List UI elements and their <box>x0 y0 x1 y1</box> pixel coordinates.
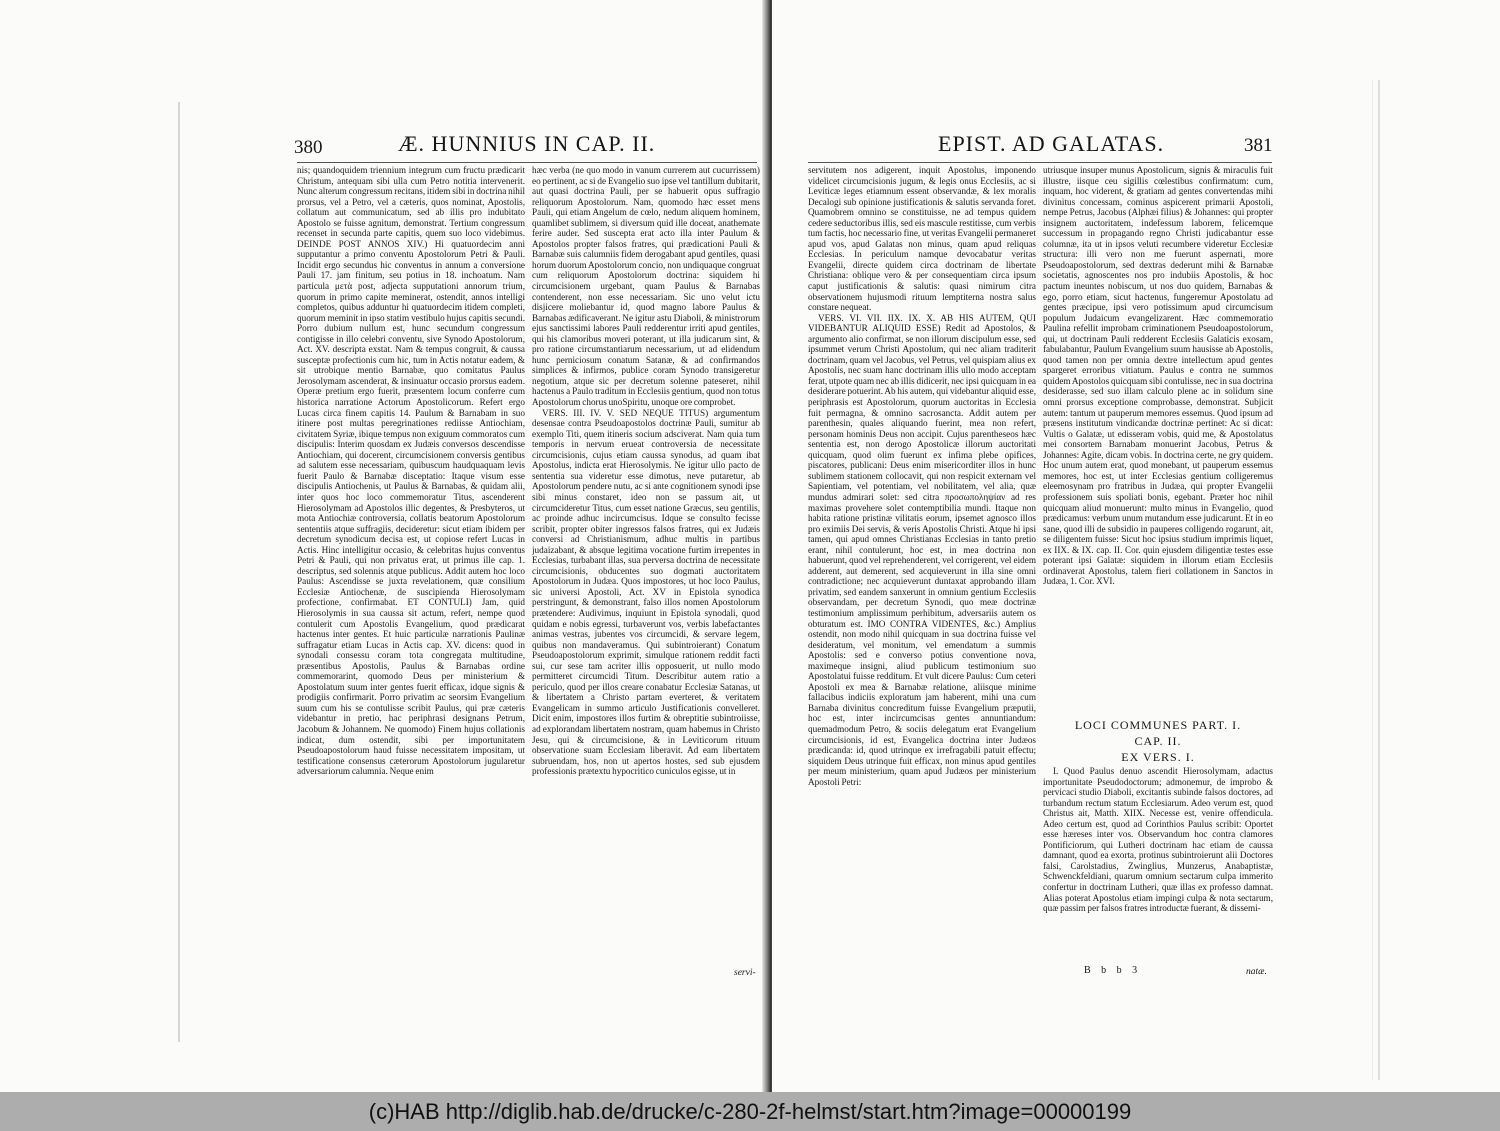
left-page-number: 380 <box>294 137 323 158</box>
section-chapter: CAP. II. <box>1134 734 1182 748</box>
source-credit: (c)HAB http://diglib.hab.de/drucke/c-280-2f-helmst/start.htm?image=00000199 <box>368 1098 1132 1124</box>
left-header-rule <box>297 162 757 163</box>
right-page-number: 381 <box>1244 135 1273 156</box>
right-running-head: EPIST. AD GALATAS. <box>938 131 1165 156</box>
section-title: LOCI COMMUNES PART. I. <box>1074 718 1242 732</box>
right-catchword: natæ. <box>1246 967 1267 977</box>
left-col1-paragraph: nis; quandoquidem triennium integrum cum fructu prædicarit Christum, antequam sibi ulla cum Petro notitia intervenerit. Nunc alterum congressum recitans, itidem sibi in doctrina nihil prorsus, vel a Petro, vel a cæteris, quos nominat, Apostolis, collatum aut communicatum, sed ab illis pro indubitato Apostolo se fuisse agnitum, demonstrat. Tertium congressum recenset in secunda parte capitis, quem suo loco videbimus. DEINDE POST ANNOS XIV.) Hi quatuordecim anni supputantur a primo conventu Apostolorum Petri & Pauli. Incidit ergo secundus hic conventus in annum a conversione Pauli 17. jam finitum, seu potius in 18. inchoatum. Nam particula μετὰ post, adjecta supputationi annorum trium, quorum in primo capite meminerat, ostendit, annos intelligi completos, quibus adduntur hi quatuordecim itidem completi, quorum meminit in ipso statim vestibulo hujus capitis secundi. Porro dubium nullum est, hunc secundum congressum contigisse in illo celebri conventu, sive Synodo Apostolorum, Act. XV. descripta exstat. Nam & tempus congruit, & caussa susceptæ profectionis cum hic, tum in Actis notatur eadem, & sit utrobique mentio Barnabæ, quo comitatus Paulus Jerosolymam ascenderat, & insinuatur occasio prorsus eadem. Operæ pretium ergo fuerit, præsentem locum conferre cum historica narratione Actorum Apostolicorum. Refert ergo Lucas circa finem capitis 14. Paulum & Barnabam in suo itinere post multas peregrinationes rediisse Antiochiam, civitatem Syriæ, ibique tempus non exiguum commoratos cum discipulis: Interim quosdam ex Judæis conversos descendisse Antiochiam, qui docerent, circumcisionem conversis gentibus ad salutem esse necessariam, quibuscum haudquaquam levis fuerit Paulo & Barnabæ disceptatio: Itaque visum esse discipulis Antiochenis, ut Paulus & Barnabas, & quidam alii, inter quos hoc loco commemoratur Titus, ascenderent Hierosolymam ad Apostolos illic degentes, & Presbyteros, ut mota Antiochiæ controversia, collatis beatorum Apostolorum sententiis atque suffragiis, decideretur: sicut etiam ibidem per decretum synodicum decisa est, ut copiose refert Lucas in Actis. Hinc intelligitur occasio, & celebritas hujus conventus Petri & Pauli, qui non privatus erat, ut primus ille cap. 1. descriptus, sed solennis atque publicus. Addit autem hoc loco Paulus: Ascendisse se juxta revelationem, quæ consilium Ecclesiæ Antiochenæ, de suscipienda Hierosolymam profectione, confirmabat. ET CONTULI) Jam, quid Hierosolymis in sua caussa sit actum, refert, nempe quod contulerit cum Apostolis Evangelium, quod prædicarat hactenus inter gentes. Et huic particulæ narrationis Paulinæ suffragatur etiam Lucas in Actis cap. XV. dicens: quod in synodali consessu coram tota congregata multitudine, præsentibus Apostolis, Paulus & Barnabas ordine commemorarint, quomodo Deus per ministerium & Apostolatum suum inter gentes fuerit efficax, idque signis & prodigiis confirmarit. Porro privatim ac seorsim Evangelium suum cum his se contulisse scribit Paulus, qui præ cæteris videbantur in pretio, hac periphrasi designans Petrum, Jacobum & Johannem. Ne quomodo) Finem hujus collationis indicat, dum ostendit, sibi per importunitatem Pseudoapostolorum haud fuisse necessitatem impositam, ut testificatione consensus cæterorum Apostolorum jugularetur adversariorum calumnia. Neque enim <box>297 165 525 777</box>
right-page <box>772 0 1500 1092</box>
right-col2-paragraph: utriusque insuper munus Apostolicum, signis & miraculis fuit illustre, iisque ceu sigillis cœlestibus confirmatum: cum, inquam, hoc viderent, & gratiam ad gentes convertendas mihi divinitus concessam, cominus aspicerent primarii Apostoli, nempe Petrus, Jacobus (Alphæi filius) & Johannes: qui propter insignem auctoritatem, indefessum laborem, felicemque successum in propagando regno Christi judicabantur esse columnæ, ita ut in ipsos veluti recumbere videretur Ecclesiæ structura: illi vero non me fuerunt aspernati, more Pseudoapostolorum, sed dextras dederunt mihi & Barnabæ societatis, agnoscentes nos pro indubiis Apostolis, & hoc pactum ineuntes nobiscum, ut nos duo quidem, Barnabas & ego, porro etiam, sicut hactenus, fungeremur Apostolatu ad gentes præcipue, ipsi vero potissimum apud circumcisum populum Judaicum evangelizarent. Hæc commemoratio Paulina refellit improbam criminationem Pseudoapostolorum, qui, ut doctrinam Pauli redderent Ecclesiis Galaticis exosam, fabulabantur, Paulum Evangelium suum hausisse ab Apostolis, quod tamen non per omnia dextre intellectum apud gentes spargeret erroribus vitiatum. Paulus e contra ne summos quidem Apostolos quicquam sibi contulisse, nec in sua doctrina desiderasse, sed suo illam calculo plene ac in solidum sine omni prorsus exceptione comprobasse, demonstrat. Subjicit autem: tantum ut pauperum memores essemus. Quod ipsum ad præsens institutum vindicandæ doctrinæ pertinet: Ac si dicat: Vultis o Galatæ, ut edisseram vobis, quid me, & Apostolatus mei consortem Barnabam monuerint Jacobus, Petrus & Johannes: Agite, dicam vobis. In doctrina certe, ne gry quidem. Hoc unum autem erat, quod monebant, ut pauperum essemus memores, hoc est, ut inter Ecclesias gentium colligeremus eleemosynam pro fratribus in Judæa, qui propter Evangelii professionem suis spoliati bonis, egebant. Præter hoc nihil quicquam aliud monuerunt: multo minus in Evangelio, quod prædicamus: verbum unum mutandum esse judicarunt. Et in eo sane, quod illi de subsidio in pauperes colligendo rogarunt, ait, se diligentem fuisse: Sicut hoc ipsius studium imprimis liquet, ex IIX. & IX. cap. II. Cor. quin ejusdem diligentiæ testes esse poterant ipsi Galatæ: siquidem in illorum etiam Ecclesiis ordinaverat Apostolus, talem fieri collationem in Sanctos in Judæa, 1. Cor. XVI. <box>1043 165 1273 587</box>
left-col2-paragraph-1: hæc verba (ne quo modo in vanum currerem aut cucurrissem) eo pertinent, ac si de Evangelio suo ipse vel tantillum dubitarit, aut quasi doctrina Pauli, per se habuerit opus suffragio reliquorum Apostolorum. Nam, quomodo hæc esset mens Pauli, qui etiam Angelum de cœlo, nedum aliquem hominem, quamlibet sublimem, si diversum quid ille doceat, anathemate ferire auder. Sed suscepta erat acto illa inter Paulum & Apostolos propter falsos fratres, qui prædicationi Pauli & Barnabæ suis calumniis fidem derogabant apud gentiles, quasi horum duorum Apostolorum concio, non undiquaque congruat cum reliquorum Apostolorum doctrina: siquidem hi circumcisionem urgebant, quam Paulus & Barnabas contenderent, non esse necessariam. Sic uno velut ictu disjicere moliebantur id, quod magno labore Paulus & Barnabas ædificaverant. Ne igitur astu Diaboli, & ministrorum ejus sanctissimi labores Pauli redderentur irriti apud gentiles, qui his clamoribus moveri poterant, ut illa judicarum sint, & pro ratione circumstantiarum necessarium, ut ad elidendum hunc perniciosum conatum Satanæ, & ad confirmandos simplices & infirmos, publice coram Synodo transigeretur negotium, atque sic per decretum solenne pateseret, nihil hactenus a Paulo traditum in Ecclesiis gentium, quod non totus Apostolorum chorus unoSpiritu, unoque ore comprobet. <box>532 165 760 408</box>
right-header-rule <box>808 162 1272 163</box>
page-edge-shadow-right <box>1378 80 1380 1080</box>
right-col1-paragraph-2: VERS. VI. VII. IIX. IX. X. AB HIS AUTEM, QUI VIDEBANTUR ALIQUID ESSE) Redit ad Apostolos, & argumento alio confirmat, se non illorum discipulum esse, sed ipsummet verum Christi Apostolum, qui nec aliam traditerit doctrinam, quam vel Jacobus, vel Petrus, vel quispiam alius ex Apostolis, nec suam hanc doctrinam illis ullo modo acceptam ferat, utpote quam nec ab illis didicerit, nec ipsi quicquam in ea desiderare potuerint. Ab his autem, qui videbantur aliquid esse, periphrasis est Apostolorum, quorum auctoritas in Ecclesia fuit permagna, & omnino sacrosancta. Addit autem per parenthesin, quales aliquando fuerint, mea non refert, personam hominis Deus non accipit. Cujus parentheseos hæc sententia est, non derogo Apostolicæ illorum auctoritati quicquam, quod olim fuerunt ex infima plebe opifices, piscatores, publicani: Deus enim misericorditer illos in hunc sublimem stationem collocavit, qui non respicit externam vel Sapientiam, vel potentiam, vel nobilitatem, vel alia, quæ mundus admirari solet: sed citra προσωποληψίαν ad res maximas provehere solet contemptibilia mundi. Itaque non habita ratione pristinæ vilitatis eorum, ipsemet agnosco illos pro eximiis Dei servis, & veris Apostolis Christi. Atque hi ipsi tamen, qui apud omnes Christianas Ecclesias in tanto pretio erant, nihil contulerunt, hoc est, in mea doctrina non habuerunt, quod vel reprehenderent, vel corrigerent, vel eidem adderent, aut demerent, sed acquieverunt in illa sine omni contradictione; nec acquieverunt duntaxat approbando illam privatim, sed eandem sanxerunt in omnium gentium Ecclesiis observandam, per decretum Synodi, quo meæ doctrinæ testimonium amplissimum perhibitum, adversariis autem os obturatum est. IMO CONTRA VIDENTES, &c.) Amplius ostendit, non modo nihil quicquam in sua doctrina fuisse vel desideratum, vel monitum, vel emendatum a summis Apostolis: sed e converso potius conventione nova, maximeque insigni, aliud publicum testimonium suo Apostolatui fuisse redditum. Et vult dicere Paulus: Cum ceteri Apostoli ex mea & Barnabæ relatione, aliisque minime fallacibus indiciis exploratum jam haberent, mihi una cum Barnaba divinitus concreditum fuisse Evangelium præputii, hoc est, inter incircumcisas gentes annuntiandum: quemadmodum Petro, & sociis delegatum erat Evangelium circumcisionis, id est, Evangelica doctrina inter Judæos prædicanda: id, quod utrinque ex irrefragabili patuit effectu; siquidem Deus utrinque fuit efficax, non minus apud gentiles per meum ministerium, quam apud Judæos per ministerium Apostoli Petri: <box>808 312 1036 787</box>
page-edge-shadow <box>178 102 180 1042</box>
right-col1-paragraph-1: servitutem nos adigerent, inquit Apostolus, imponendo videlicet circumcisionis jugum, & legis onus Ecclesiis, ac si Leviticæ leges etiamnum essent observandæ, & lex moralis Decalogi sub opinione justificationis & salutis servanda foret. Quamobrem omnino se constituisse, ne ad tempus quidem cedere seductoribus illis, sed eis masculе restitisse, cum verbis tum factis, hoc necessario fine, ut veritas Evangelii permaneret apud vos, apud Galatas non minus, quam apud reliquas Ecclesias. In periculum namque devocabatur veritas Evangelii, directe quidem circa doctrinam de libertate Christiana: oblique vero & per consequentiam circa ipsum caput justificationis & salutis: quasi nimirum citra observationem hujusmodi rituum lemptiterna nostra salus constare nequeat. <box>808 165 1036 313</box>
left-column-1 <box>297 165 525 975</box>
section-verse: EX VERS. I. <box>1121 750 1195 764</box>
right-column-2-loci <box>1043 766 1273 964</box>
source-credit-bar <box>0 1092 1500 1131</box>
page-edge-line <box>1372 80 1373 1080</box>
right-column-2 <box>1043 165 1273 717</box>
left-column-2 <box>532 165 760 975</box>
signature-mark: B b b 3 <box>1084 965 1142 976</box>
right-column-1 <box>808 165 1036 975</box>
left-catchword: servi- <box>734 968 756 978</box>
left-col2-paragraph-2: VERS. III. IV. V. SED NEQUE TITUS) argumentum desensae contra Pseudoapostolos doctrinæ Pauli, sumitur ab exemplo Titi, quem itineris socium adsciverat. Nam quia tum temporis in nervum erueat controversia de necessitate circumcisionis, cujus etiam caussa synodus, ad quam ibat Apostolus, indicta erat Hierosolymis. Ne igitur ullo pacto de sententia sua videretur esse dimotus, neve putaretur, ab Apostolorum pendere nutu, ac si ante cognitionem synodi ipse sibi minus constaret, ideo non se passum ait, ut circumcideretur Titus, cum esset natione Græcus, seu gentilis, ac proinde adhuc incircumcisus. Idque se consulto fecisse scribit, propter obiter ingressos falsos fratres, qui ex Judæis conversi ad Christianismum, adhuc multis in partibus judaizabant, & absque legitima vocatione furtim irrepentes in Ecclesias, turbabant illas, sua perversa doctrina de necessitate circumcisionis, obducentes suo dogmati auctoritatem Apostolorum in Judæa. Quos impostores, ut hoc loco Paulus, sic universi Apostoli, Act. XV in Epistola synodica perstringunt, & demonstrant, falso illos nomen Apostolorum prætendere: Audivimus, inquiunt in Epistola synodali, quod quidam e nobis egressi, turbaverunt vos, verbis labefactantes animas vestras, jubentes vos circumcidi, & servare legem, quibus non mandaveramus. Qui subintroierant) Conatum Pseudoapostolorum exprimit, simulque rationem reddit facti sui, cur sese tam acriter illis opposuerit, ut nullo modo permitteret circumcidi Titum. Describitur autem ratio a periculo, quod per illos creare conabatur Ecclesiæ Satanas, ut & libertatem a Christo partam everteret, & veritatem Evangelicam in summo articulo Justificationis convelleret. Dicit enim, impostores illos furtim & obreptitie subintroiisse, ad explorandam libertatem nostram, quam habemus in Christo Jesu, qui & circumcisione, & in Leviticorum rituum observatione suam Ecclesiam liberavit. Ad eam libertatem subruendam, hos, non ut apertos hostes, sed sub ejusdem professionis prætextu hypocritico cuniculos egisse, ut in <box>532 407 760 777</box>
left-page <box>0 0 768 1092</box>
loci-paragraph: I. Quod Paulus denuo ascendit Hierosolymam, adactus importunitate Pseudodoctorum; admonemur, de improbo & pervicaci studio Diaboli, excitantis subinde falsos doctores, ad turbandum rectum statum Ecclesiarum. Adeo verum est, quod Christus ait, Matth. XIIX. Necesse est, venire offendicula. Adeo certum est, quod ad Corinthios Paulus scribit: Oportet esse hæreses inter vos. Observandum hoc contra clamores Pontificiorum, qui Lutheri doctrinam hac etiam de caussa damnant, quod ea exorta, protinus subintroierunt alii Doctores falsi, Carolstadius, Zwinglius, Munzerus, Anabaptistæ, Schwenckfeldiani, quarum omnium sectarum culpa immerito confertur in doctrinam Lutheri, quæ illas ex professo damnat. Alias poterat Apostolus etiam impingi culpa & nota sectarum, quæ passim per falsos fratres introductæ fuerant, & dissemi- <box>1043 766 1273 914</box>
left-running-head: Æ. HUNNIUS IN CAP. II. <box>398 131 656 156</box>
